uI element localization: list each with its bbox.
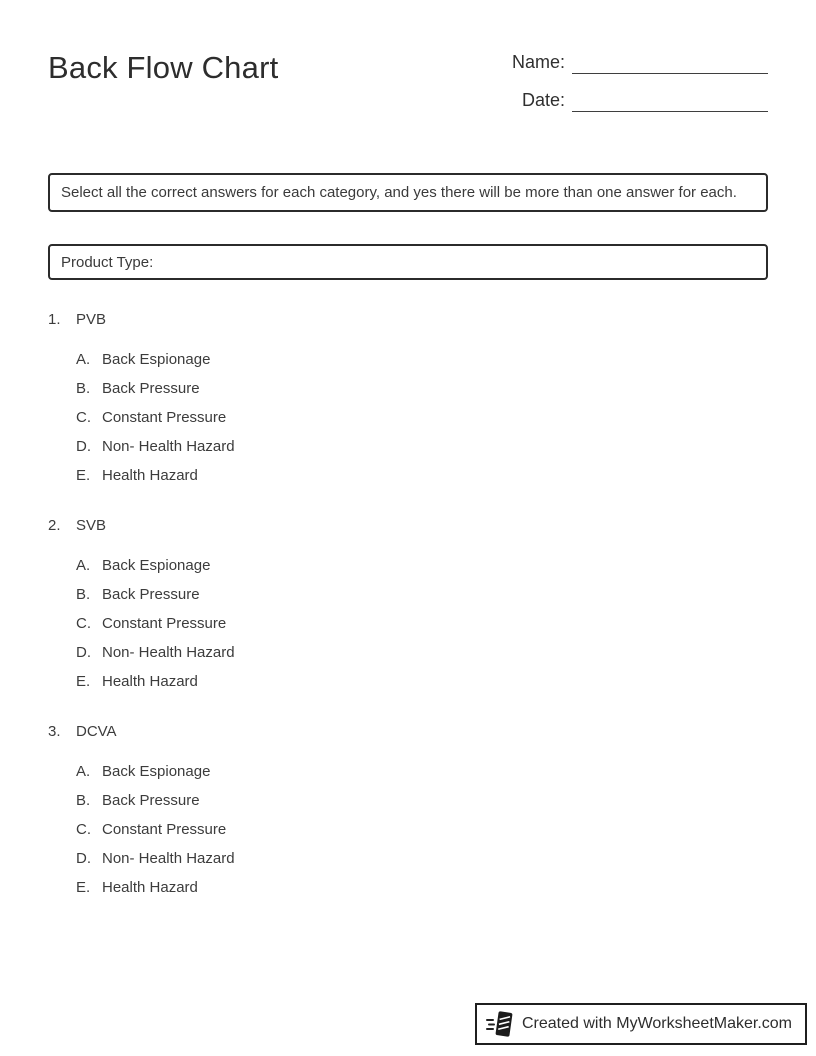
question-text: DCVA (76, 723, 117, 740)
option-label: Back Espionage (102, 763, 211, 780)
option-label: Back Pressure (102, 586, 200, 603)
question-text: PVB (76, 311, 107, 328)
question-1 (48, 310, 768, 486)
option-c[interactable] (76, 614, 768, 634)
option-b[interactable] (76, 791, 768, 811)
option-letter: D. (76, 850, 91, 867)
option-label: Non- Health Hazard (102, 644, 235, 661)
option-e[interactable] (76, 466, 768, 486)
option-b[interactable] (76, 379, 768, 399)
option-label: Back Pressure (102, 792, 200, 809)
option-letter: C. (76, 821, 91, 838)
question-number: 1. (48, 311, 61, 328)
date-label: Date: (521, 90, 565, 110)
option-label: Health Hazard (102, 879, 198, 896)
question-2 (48, 516, 768, 692)
option-label: Constant Pressure (102, 615, 227, 632)
option-label: Back Espionage (102, 557, 211, 574)
option-label: Non- Health Hazard (102, 850, 235, 867)
option-label: Back Espionage (102, 351, 211, 368)
flying-worksheet-icon (486, 1009, 514, 1039)
option-label: Constant Pressure (102, 409, 227, 426)
option-d[interactable] (76, 437, 768, 457)
option-a[interactable] (76, 350, 768, 370)
option-letter: E. (76, 467, 91, 484)
question-number: 3. (48, 723, 61, 740)
question-text: SVB (76, 517, 107, 534)
option-letter: D. (76, 644, 91, 661)
option-label: Health Hazard (102, 467, 198, 484)
name-fill-line[interactable] (572, 50, 768, 74)
product-type-box[interactable] (48, 244, 768, 280)
option-c[interactable] (76, 408, 768, 428)
option-d[interactable] (76, 849, 768, 869)
name-row (510, 50, 768, 74)
question-title (48, 516, 768, 536)
option-letter: D. (76, 438, 91, 455)
question-title (48, 310, 768, 330)
option-b[interactable] (76, 585, 768, 605)
option-letter: A. (76, 763, 91, 780)
page-title: Back Flow Chart (48, 50, 279, 85)
option-letter: B. (76, 792, 91, 809)
option-letter: B. (76, 380, 91, 397)
options (48, 762, 768, 898)
option-c[interactable] (76, 820, 768, 840)
question-list (48, 310, 768, 898)
option-label: Constant Pressure (102, 821, 227, 838)
option-letter: B. (76, 586, 91, 603)
option-letter: A. (76, 557, 91, 574)
name-label: Name: (511, 52, 565, 72)
credit-text: Created with MyWorksheetMaker.com (521, 1015, 792, 1032)
question-number: 2. (48, 517, 61, 534)
option-e[interactable] (76, 672, 768, 692)
option-e[interactable] (76, 878, 768, 898)
header (48, 48, 768, 126)
product-type-label: Product Type: (61, 253, 154, 271)
instructions-box (48, 173, 768, 212)
option-d[interactable] (76, 643, 768, 663)
option-letter: C. (76, 615, 91, 632)
date-fill-line[interactable] (572, 88, 768, 112)
credit-badge[interactable] (475, 1003, 807, 1045)
option-label: Health Hazard (102, 673, 198, 690)
date-row (510, 88, 768, 112)
option-letter: E. (76, 673, 91, 690)
option-letter: E. (76, 879, 91, 896)
question-title (48, 722, 768, 742)
options (48, 350, 768, 486)
name-date-block (510, 48, 768, 126)
option-a[interactable] (76, 762, 768, 782)
option-a[interactable] (76, 556, 768, 576)
option-letter: C. (76, 409, 91, 426)
option-label: Non- Health Hazard (102, 438, 235, 455)
instructions-text: Select all the correct answers for each category, and yes there will be more than one answer for each. (61, 184, 737, 201)
options (48, 556, 768, 692)
option-letter: A. (76, 351, 91, 368)
option-label: Back Pressure (102, 380, 200, 397)
question-3 (48, 722, 768, 898)
